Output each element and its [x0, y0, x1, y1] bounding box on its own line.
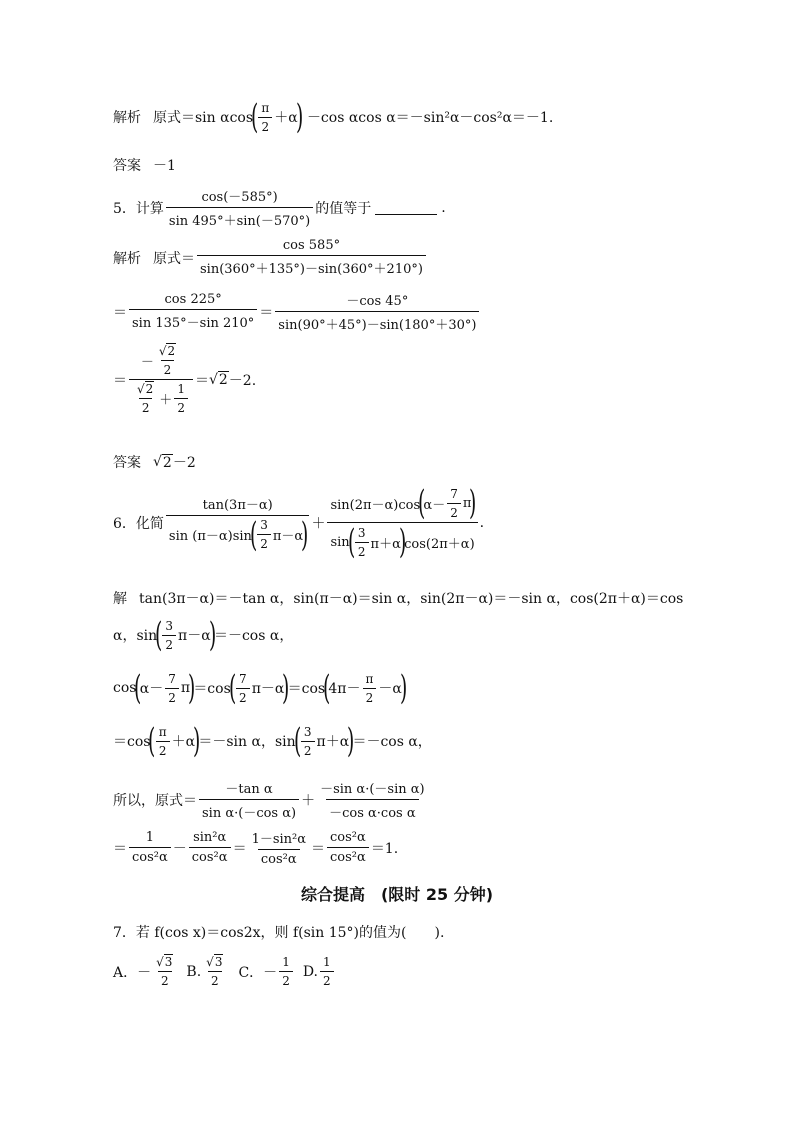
fraction: $\frac{\pi}{2}$ [362, 672, 376, 705]
fraction: $\frac{-\cos 45^\circ}{\sin(90^\circ+45^\circ)-\sin(180^\circ+30^\circ)}$ [275, 290, 479, 333]
right-paren: ) [295, 97, 303, 137]
right-paren: ) [347, 721, 355, 761]
option-d-value: $\frac{1}{2}$ [320, 955, 334, 988]
solution-5-line2 [113, 290, 481, 333]
solution-6-line1 [113, 588, 683, 608]
expr-text: 4π－ [328, 681, 361, 697]
period: . [479, 514, 485, 531]
left-paren: ( [323, 668, 331, 708]
right-paren: ) [208, 615, 216, 655]
equals: ＝ [194, 372, 209, 389]
expr-text: cos [113, 680, 137, 696]
fraction: $\frac{\cos 225^\circ}{\sin 135^\circ-\sin 210^\circ}$ [129, 292, 257, 331]
fraction: sin(2π－α)cos ( α－ $\frac{7}{2}$ π ) sin ( $\frac{3}{2}$ π＋α ) cos(2π＋α) [327, 486, 477, 559]
answer-value: －2 [172, 455, 196, 471]
left-paren: ( [134, 668, 142, 708]
right-paren: ) [399, 668, 408, 708]
solution-6-line6 [113, 828, 398, 867]
expr-text: ＝1. [370, 840, 399, 857]
solution-6-line4 [113, 721, 432, 761]
fraction: $\frac{3}{2}$ [301, 725, 315, 758]
answer-value: －1 [153, 158, 176, 174]
question-number: 5．计算 [113, 200, 164, 217]
right-paren: ) [193, 721, 201, 761]
question-6 [113, 483, 485, 562]
solution-label: 解析 [113, 250, 141, 267]
expr-text: －cos αcos α＝－sin²α－cos²α＝－1. [306, 110, 554, 126]
expr-text: π [180, 680, 191, 696]
question-text: 7．若 f(cos x)＝cos2x，则 f(sin 15°)的值为( ). [113, 925, 445, 941]
expr-text: ＋α [274, 110, 298, 126]
expr-text: 原式＝ [153, 250, 195, 267]
plus: ＋ [301, 792, 316, 809]
expr-text: ＋α [171, 734, 196, 750]
option-b-label: B. [186, 963, 202, 980]
left-paren: ( [293, 721, 301, 761]
radicand: 2 [218, 372, 228, 388]
option-b-value: $\frac{√3}{2}$ [206, 955, 223, 988]
question-text: 的值等于 [315, 200, 372, 217]
left-paren: ( [251, 97, 259, 137]
period: . [441, 199, 446, 216]
solution-4 [113, 97, 554, 137]
fraction: $\frac{1}{\text{cos²α}}$ [129, 830, 171, 865]
compound-fraction: － $\frac{√2}{2}$ $\frac{√2}{2}$ ＋ $\frac{1}{2}$ [129, 344, 193, 415]
expr-text: ＝－cos α， [352, 734, 432, 750]
fraction: $\frac{\cos 585^\circ}{\sin(360^\circ+135^\circ)-\sin(360^\circ+210^\circ)}$ [197, 238, 426, 277]
equals: ＝ [113, 840, 127, 857]
question-7 [113, 922, 444, 942]
sqrt-symbol: √ [208, 371, 218, 388]
expr-text: －α [378, 681, 402, 697]
expr-text: ＝cos [113, 734, 151, 750]
answer-4 [113, 155, 176, 175]
expr-text: ＝cos [287, 681, 326, 697]
solution-5-line1 [113, 238, 428, 277]
expr-text: ＝－cos α， [213, 628, 294, 644]
solution-label: 解 [113, 591, 127, 607]
fraction: $\frac{\text{－tan α}}{\text{sin α·(－cos α)}}$ [199, 778, 299, 821]
left-paren: ( [148, 721, 156, 761]
right-paren: ) [188, 668, 196, 708]
solution-6-line3 [113, 668, 408, 708]
answer-5 [113, 452, 196, 472]
solution-6-line2 [113, 615, 294, 655]
solution-6-line5 [113, 778, 430, 821]
question-7-options [113, 955, 336, 988]
expr-text: ＝－sin α，sin [198, 734, 296, 750]
fraction: $\frac{\cos(-585^\circ)}{\sin 495^\circ+\sin(-570^\circ)}$ [166, 186, 313, 229]
answer-label: 答案 [113, 158, 141, 174]
minus: － [172, 840, 187, 857]
fraction: $\frac{\text{1－sin²α}}{\text{cos²α}}$ [251, 832, 307, 867]
expr-text: α，sin [113, 628, 158, 644]
solution-label: 解析 [113, 110, 141, 126]
question-number: 6．化简 [113, 515, 164, 532]
fraction: $\frac{\text{－sin α·(－sin α)}}{\text{－cos α·cos α}}$ [320, 782, 425, 821]
answer-blank [375, 200, 437, 215]
fraction: $\frac{\pi}{2}$ [156, 725, 170, 758]
equals: ＝ [259, 304, 274, 321]
option-a-label: A．－ [113, 964, 152, 981]
sqrt-symbol: √ [153, 454, 162, 470]
expr-text: 原式＝sin αcos [153, 110, 254, 126]
option-d-label: D. [302, 963, 319, 980]
expr-text: π－α [178, 628, 211, 644]
fraction: $\frac{7}{2}$ [165, 672, 179, 705]
fraction: $\frac{7}{2}$ [236, 672, 250, 705]
right-paren: ) [282, 668, 290, 708]
fraction: $\frac{3}{2}$ [162, 619, 176, 652]
option-a-value: $\frac{√3}{2}$ [156, 955, 173, 988]
left-paren: ( [155, 615, 163, 655]
equals: ＝ [113, 304, 127, 321]
plus: ＋ [311, 515, 326, 532]
expr-text: tan(3π－α)＝－tan α，sin(π－α)＝sin α，sin(2π－α)＝－sin α，cos(2π＋α)＝cos [139, 591, 684, 607]
solution-5-line3 [113, 344, 256, 415]
section-title: 综合提高 (限时 25 分钟) [300, 885, 494, 904]
radicand: 2 [162, 454, 172, 471]
left-paren: ( [228, 668, 237, 708]
equals: ＝ [232, 840, 247, 857]
expr-text: ＝cos [193, 681, 231, 697]
fraction: tan(3π－α) sin (π－α)sin ( $\frac{3}{2}$ π－α ) [166, 494, 310, 552]
option-c-label: C．－ [238, 964, 278, 981]
equals: ＝ [311, 840, 326, 857]
expr-text: α－ [139, 681, 164, 697]
answer-label: 答案 [113, 455, 141, 471]
expr-text: π－α [251, 681, 285, 697]
fraction: $\frac{\text{sin²α}}{\text{cos²α}}$ [189, 830, 231, 865]
expr-text: 所以，原式＝ [113, 792, 197, 809]
question-5 [113, 186, 446, 229]
expr-text: －2. [228, 372, 257, 389]
equals: ＝ [113, 372, 127, 389]
expr-text: π＋α [316, 734, 350, 750]
fraction: $\frac{\pi}{2}$ [258, 101, 272, 134]
option-c-value: $\frac{1}{2}$ [279, 955, 293, 988]
fraction: $\frac{\text{cos²α}}{\text{cos²α}}$ [327, 830, 369, 865]
